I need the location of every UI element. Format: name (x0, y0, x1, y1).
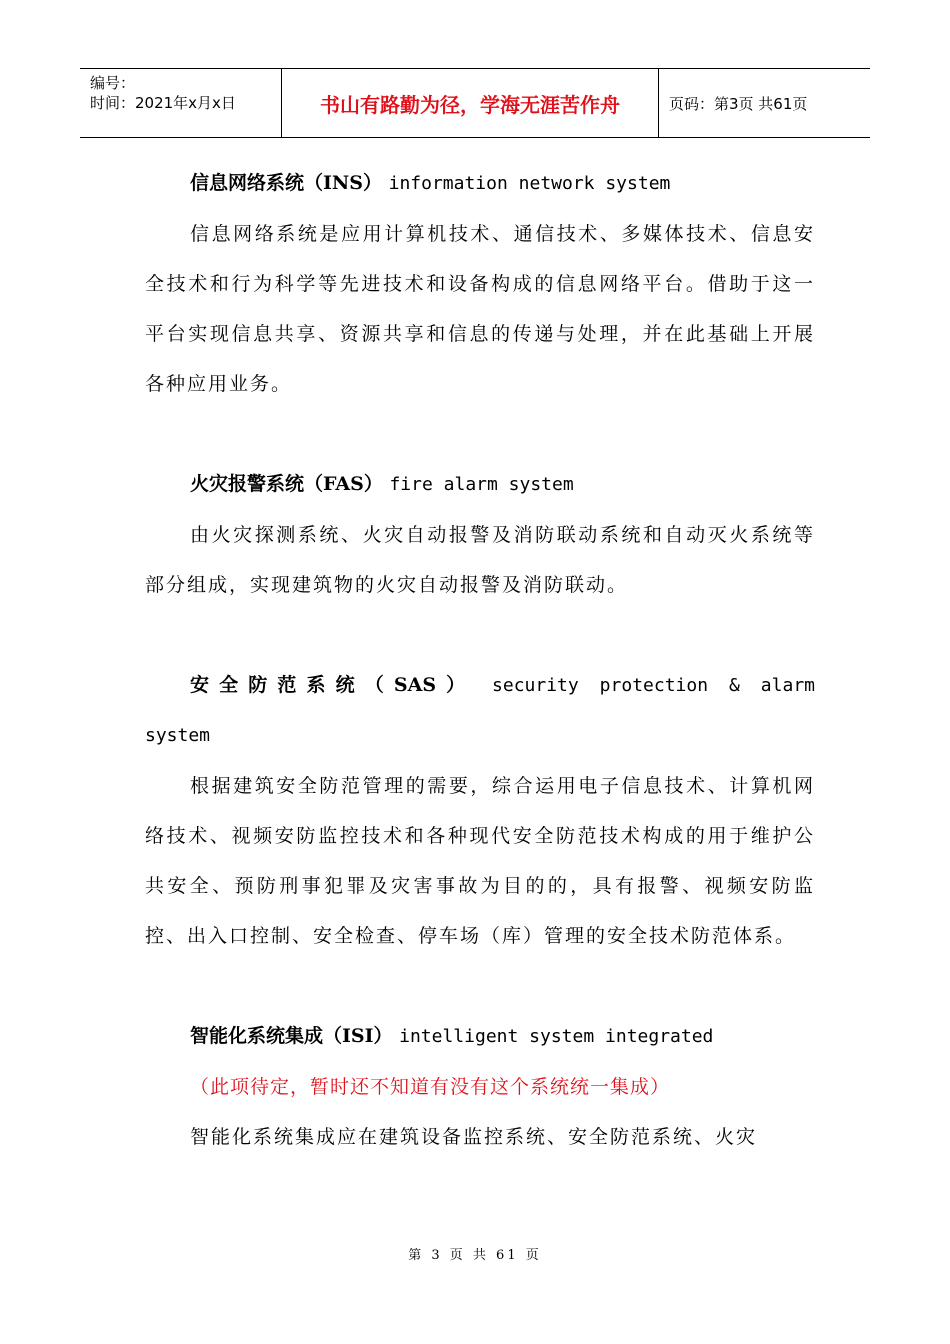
heading-en: fire alarm system (389, 474, 574, 495)
heading-en: information network system (388, 173, 671, 194)
section-note-isi: （此项待定，暂时还不知道有没有这个系统统一集成） (190, 1076, 671, 1098)
header-motto: 书山有路勤为径，学海无涯苦作舟 (282, 69, 659, 137)
section-body-isi: 智能化系统集成应在建筑设备监控系统、安全防范系统、火灾 (190, 1126, 758, 1148)
heading-en: security protection & alarm (492, 675, 815, 696)
heading-cn: 智能化系统集成（ISI） (190, 1025, 393, 1047)
section-heading-fas (145, 459, 815, 510)
section-heading-sas-continuation: system (145, 725, 211, 746)
number-label: 编号： (90, 74, 136, 92)
time-label: 时间：2021年x月x日 (90, 94, 236, 112)
heading-cn: 安全防范系统（SAS） (190, 674, 476, 696)
header-page-info: 页码：第3页 共61页 (669, 94, 808, 113)
heading-cn: 信息网络系统（INS） (190, 172, 382, 194)
section-heading-isi (145, 1011, 815, 1062)
section-body-fas: 由火灾探测系统、火灾自动报警及消防联动系统和自动灭火系统等部分组成，实现建筑物的火灾自动报警及消防联动。 (145, 524, 815, 596)
page-footer: 第 3 页 共 61 页 (408, 1248, 542, 1263)
document-body (145, 158, 815, 1162)
heading-en: intelligent system integrated (399, 1026, 714, 1047)
section-heading-sas (145, 660, 815, 711)
section-heading-ins (145, 158, 815, 209)
section-body-sas: 根据建筑安全防范管理的需要，综合运用电子信息技术、计算机网络技术、视频安防监控技术和各种现代安全防范技术构成的用于维护公共安全、预防刑事犯罪及灾害事故为目的的，具有报警、视频安防监控、出入口控制、安全检查、停车场（库）管理的安全技术防范体系。 (145, 775, 815, 947)
heading-cn: 火灾报警系统（FAS） (190, 473, 383, 495)
page-header (80, 68, 870, 138)
header-meta (80, 69, 282, 137)
section-body-ins: 信息网络系统是应用计算机技术、通信技术、多媒体技术、信息安全技术和行为科学等先进技术和设备构成的信息网络平台。借助于这一平台实现信息共享、资源共享和信息的传递与处理，并在此基础上开展各种应用业务。 (145, 223, 815, 395)
